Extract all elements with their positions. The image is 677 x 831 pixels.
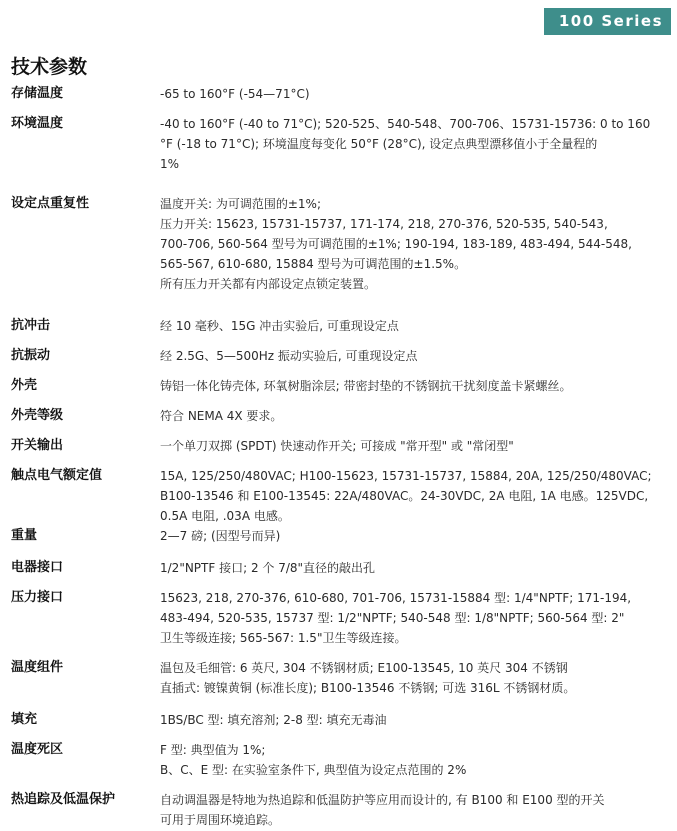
spec-value-line: 铸铝一体化铸壳体, 环氧树脂涂层; 带密封垫的不锈钢抗干扰刻度盖卡紧螺丝。 [160, 379, 572, 393]
spec-value-line: B、C、E 型: 在实验室条件下, 典型值为设定点范围的 2% [160, 763, 467, 777]
spec-value-line: -40 to 160°F (-40 to 71°C); 520-525、540-548、700-706、15731-15736: 0 to 160 [160, 117, 651, 131]
spec-value-line: 卫生等级连接; 565-567: 1.5"卫生等级连接。 [160, 631, 407, 645]
spec-value [160, 790, 672, 830]
spec-label: 热追踪及低温保护 [11, 792, 116, 807]
spec-label: 电器接口 [11, 560, 64, 575]
spec-value-line: F 型: 典型值为 1%; [160, 743, 266, 757]
spec-label: 存储温度 [11, 86, 64, 101]
spec-value [160, 526, 672, 546]
page-title: 技术参数 [11, 56, 88, 78]
spec-value-line: °F (-18 to 71°C); 环境温度每变化 50°F (28°C), 设定点典型漂移值小于全量程的 [160, 137, 598, 151]
spec-value-line: 经 10 毫秒、15G 冲击实验后, 可重现设定点 [160, 319, 399, 333]
spec-label: 温度组件 [11, 660, 64, 675]
spec-label: 重量 [11, 528, 38, 543]
spec-value-line: 直插式: 镀镍黄铜 (标准长度); B100-13546 不锈钢; 可选 316L 不锈钢材质。 [160, 681, 576, 695]
spec-value-line: -65 to 160°F (-54—71°C) [160, 87, 310, 101]
spec-value-line: 温包及毛细管: 6 英尺, 304 不锈钢材质; E100-13545, 10 英尺 304 不锈钢 [160, 661, 568, 675]
spec-label: 外壳等级 [11, 408, 64, 423]
spec-value [160, 658, 672, 698]
spec-value-line: 一个单刀双掷 (SPDT) 快速动作开关; 可接成 "常开型" 或 "常闭型" [160, 439, 514, 453]
spec-value-line: 温度开关: 为可调范围的±1%; [160, 197, 321, 211]
spec-value-line: 565-567, 610-680, 15884 型号为可调范围的±1.5%。 [160, 257, 467, 271]
spec-value [160, 194, 672, 294]
spec-value-line: 压力开关: 15623, 15731-15737, 171-174, 218, 270-376, 520-535, 540-543, [160, 217, 608, 231]
spec-label: 抗冲击 [11, 318, 51, 333]
spec-value [160, 588, 672, 648]
spec-label: 填充 [11, 712, 38, 727]
spec-value [160, 346, 672, 366]
spec-value-line: 1BS/BC 型: 填充溶剂; 2-8 型: 填充无毒油 [160, 713, 387, 727]
spec-value-line: 1% [160, 157, 180, 171]
spec-value [160, 406, 672, 426]
spec-value-line: 可用于周围环境追踪。 [160, 813, 281, 827]
spec-label: 温度死区 [11, 742, 64, 757]
spec-label: 开关输出 [11, 438, 64, 453]
spec-label: 抗振动 [11, 348, 51, 363]
spec-value [160, 84, 672, 104]
spec-value [160, 316, 672, 336]
spec-label: 环境温度 [11, 116, 64, 131]
spec-value-line: 15623, 218, 270-376, 610-680, 701-706, 15731-15884 型: 1/4"NPTF; 171-194, [160, 591, 632, 605]
spec-value-line: 2—7 磅; (因型号而异) [160, 529, 281, 543]
spec-label: 设定点重复性 [11, 196, 90, 211]
spec-value [160, 114, 672, 174]
spec-value-line: 15A, 125/250/480VAC; H100-15623, 15731-15737, 15884, 20A, 125/250/480VAC; [160, 469, 652, 483]
spec-value-line: 1/2"NPTF 接口; 2 个 7/8"直径的敲出孔 [160, 561, 376, 575]
series-badge: 100 Series [544, 8, 671, 35]
spec-value [160, 376, 672, 396]
spec-value [160, 710, 672, 730]
spec-value-line: 符合 NEMA 4X 要求。 [160, 409, 283, 423]
spec-value [160, 466, 672, 526]
spec-value-line: 700-706, 560-564 型号为可调范围的±1%; 190-194, 183-189, 483-494, 544-548, [160, 237, 632, 251]
spec-value [160, 436, 672, 456]
spec-value-line: 自动调温器是特地为热追踪和低温防护等应用而设计的, 有 B100 和 E100 型的开关 [160, 793, 605, 807]
spec-value-line: 0.5A 电阻, .03A 电感。 [160, 509, 290, 523]
spec-value-line: 经 2.5G、5—500Hz 振动实验后, 可重现设定点 [160, 349, 418, 363]
spec-label: 触点电气额定值 [11, 468, 103, 483]
spec-value [160, 740, 672, 780]
spec-label: 压力接口 [11, 590, 64, 605]
spec-value-line: 483-494, 520-535, 15737 型: 1/2"NPTF; 540-548 型: 1/8"NPTF; 560-564 型: 2" [160, 611, 625, 625]
spec-value-line: 所有压力开关都有内部设定点锁定装置。 [160, 277, 377, 291]
spec-label: 外壳 [11, 378, 38, 393]
spec-value [160, 558, 672, 578]
spec-value-line: B100-13546 和 E100-13545: 22A/480VAC。24-30VDC, 2A 电阻, 1A 电感。125VDC, [160, 489, 649, 503]
